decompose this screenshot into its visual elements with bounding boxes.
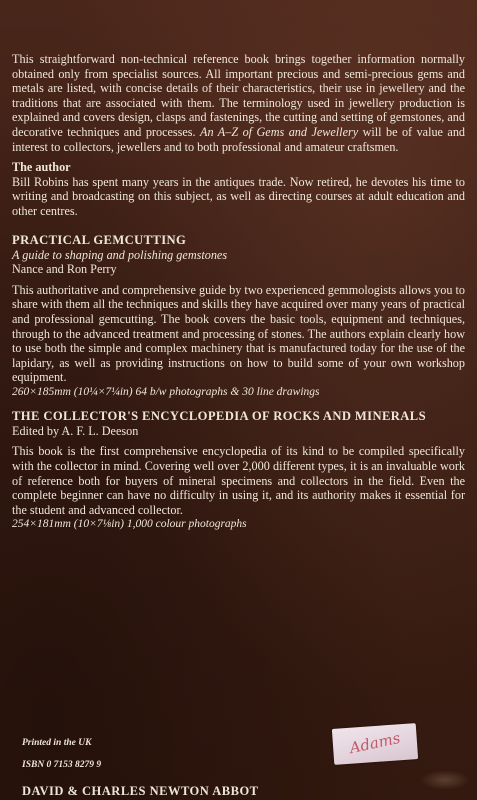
book-editor: Edited by A. F. L. Deeson [12,423,139,438]
book-ad-practical-gemcutting [12,233,465,399]
intro-text-end: will be of value and interest to collectors, jewellers and to both professional and amateur craftsmen. [12,124,466,154]
intro-book-title: An A–Z of Gems and Jewellery [200,124,359,139]
book-subtitle: A guide to shaping and polishing gemstones [12,247,228,262]
book-spec: 260×185mm (10¼×7¼in) 64 b/w photographs & 30 line drawings [12,385,320,398]
intro-paragraph [12,52,465,154]
author-heading: The author [12,160,71,175]
book-spec: 254×181mm (10×7⅛in) 1,000 colour photographs [12,518,247,531]
book-description: This book is the first comprehensive encyclopedia of its kind to be compiled specifically with the collector in mind. Covering well over 2,000 different types, it is an invaluable work of reference both for buyers of mineral specimens and collectors in the field. Even the complete beginner can have no difficulty in using it, and its authority makes it essential for the student and advanced collector. [12,444,465,517]
intro-text: This straightforward non-technical reference book brings together information normally obtained only from specialist sources. All important precious and semi-precious gems and metals are listed, with concise details of their characteristics, their use in jewellery and the traditions that are associated with them. The terminology used in jewellery production is explained and covers design, clasps and fastenings, the cutting and setting of gemstones, and decorative techniques and processes. [12,52,465,139]
isbn-label: ISBN 0 7153 8279 9 [22,760,102,770]
book-title: PRACTICAL GEMCUTTING [12,232,187,247]
printed-in-label: Printed in the UK [22,738,92,748]
price-sticker [332,723,418,765]
book-title: THE COLLECTOR'S ENCYCLOPEDIA OF ROCKS AND MINERALS [12,408,426,423]
author-section [12,160,465,218]
publisher-name: DAVID & CHARLES NEWTON ABBOT [22,784,259,798]
book-description: This authoritative and comprehensive guide by two experienced gemmologists allows you to share with them all the techniques and skills they have acquired over many years of practical and professional gemcutting. The book covers the basic tools, equipment and techniques, through to the advanced treatment and processing of stones. The authors explain clearly how to use both the simple and complex machinery that is manufactured today for the use of the lapidary, as well as providing instructions on how to build some of your own workshop equipment. [12,282,465,385]
author-bio: Bill Robins has spent many years in the antiques trade. Now retired, he devotes his time to writing and broadcasting on this subject, as well as directing courses at adult education and other centres. [12,174,465,218]
sticker-text: Adams [347,728,402,758]
cover-text [12,52,465,531]
book-authors: Nance and Ron Perry [12,262,117,277]
book-ad-rocks-minerals [12,409,465,532]
cover-scuff [420,770,470,790]
imprint-block [22,738,101,770]
